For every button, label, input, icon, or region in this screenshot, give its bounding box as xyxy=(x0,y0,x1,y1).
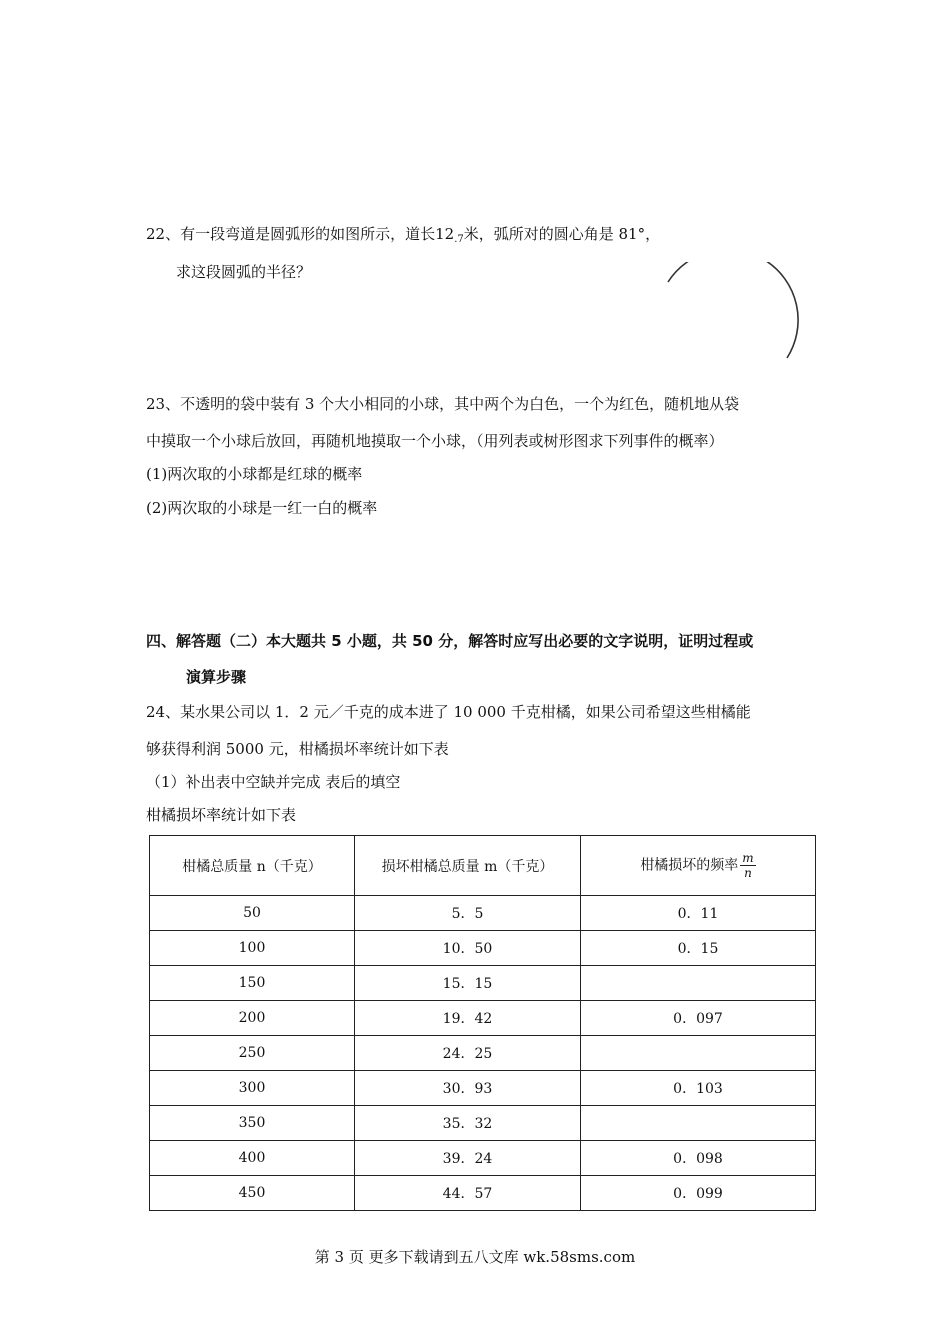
cell-frequency: 0．103 xyxy=(581,1071,816,1106)
cell-frequency: 0．098 xyxy=(581,1141,816,1176)
cell-total-mass: 450 xyxy=(150,1176,355,1211)
page-footer: 第 3 页 更多下载请到五八文库 wk.58sms.com xyxy=(314,1248,636,1266)
header-frequency xyxy=(581,836,816,896)
cell-frequency: 0．099 xyxy=(581,1176,816,1211)
q22-line1 xyxy=(146,224,660,250)
table-row xyxy=(150,1176,816,1211)
table-row xyxy=(150,1106,816,1141)
cell-damaged-mass: 35．32 xyxy=(355,1106,581,1141)
header-total-mass: 柑橘总质量 n（千克） xyxy=(150,836,355,896)
fraction-m-over-n xyxy=(740,851,755,880)
q22-prefix: 22、有一段弯道是圆弧形的如图所示，道长 xyxy=(146,225,436,243)
cell-total-mass: 50 xyxy=(150,896,355,931)
circular-arc-figure xyxy=(660,262,800,362)
q24-line2: 够获得利润 5000 元，柑橘损坏率统计如下表 xyxy=(146,740,449,758)
cell-total-mass: 150 xyxy=(150,966,355,1001)
table-row xyxy=(150,966,816,1001)
q23-item1: (1)两次取的小球都是红球的概率 xyxy=(146,465,363,483)
header-frequency-label: 柑橘损坏的频率 xyxy=(640,857,739,874)
q24-line1: 24、某水果公司以 1．2 元／千克的成本进了 10 000 千克柑橘，如果公司希望这些柑橘能 xyxy=(146,703,751,721)
cell-total-mass: 200 xyxy=(150,1001,355,1036)
damage-rate-table xyxy=(149,835,816,1211)
table-row xyxy=(150,1036,816,1071)
cell-damaged-mass: 15．15 xyxy=(355,966,581,1001)
cell-total-mass: 300 xyxy=(150,1071,355,1106)
q22-line2: 求这段圆弧的半径？ xyxy=(176,263,312,281)
cell-total-mass: 250 xyxy=(150,1036,355,1071)
fraction-denominator: n xyxy=(744,866,752,880)
table-caption: 柑橘损坏率统计如下表 xyxy=(146,806,297,824)
q24-item1: （1）补出表中空缺并完成 表后的填空 xyxy=(146,773,401,791)
cell-damaged-mass: 10．50 xyxy=(355,931,581,966)
cell-damaged-mass: 30．93 xyxy=(355,1071,581,1106)
q23-line1: 23、不透明的袋中装有 3 个大小相同的小球，其中两个为白色，一个为红色，随机地从袋 xyxy=(146,395,740,413)
cell-frequency-blank[interactable] xyxy=(581,1036,816,1071)
table-row xyxy=(150,896,816,931)
cell-frequency-blank[interactable] xyxy=(581,966,816,1001)
cell-frequency: 0．097 xyxy=(581,1001,816,1036)
section4-heading: 四、解答题（二）本大题共 5 小题，共 50 分，解答时应写出必要的文字说明，证明过程或 xyxy=(146,632,754,650)
cell-damaged-mass: 19．42 xyxy=(355,1001,581,1036)
q23-item2: (2)两次取的小球是一红一白的概率 xyxy=(146,499,378,517)
header-damaged-mass: 损坏柑橘总质量 m（千克） xyxy=(355,836,581,896)
section4-heading-cont: 演算步骤 xyxy=(186,668,247,686)
cell-total-mass: 400 xyxy=(150,1141,355,1176)
table-row xyxy=(150,1001,816,1036)
cell-total-mass: 350 xyxy=(150,1106,355,1141)
cell-damaged-mass: 24．25 xyxy=(355,1036,581,1071)
table-row xyxy=(150,1071,816,1106)
fraction-numerator: m xyxy=(742,851,754,865)
arc-curve xyxy=(668,262,798,358)
q23-line2: 中摸取一个小球后放回，再随机地摸取一个小球，（用列表或树形图求下列事件的概率） xyxy=(146,432,724,450)
cell-damaged-mass: 5．5 xyxy=(355,896,581,931)
table-header-row xyxy=(150,836,816,896)
cell-frequency: 0．11 xyxy=(581,896,816,931)
cell-frequency-blank[interactable] xyxy=(581,1106,816,1141)
q22-length-int: 12 xyxy=(435,225,455,243)
q22-length-sub: .7 xyxy=(454,234,464,245)
cell-damaged-mass: 44．57 xyxy=(355,1176,581,1211)
table-row xyxy=(150,1141,816,1176)
table-row xyxy=(150,931,816,966)
cell-frequency: 0．15 xyxy=(581,931,816,966)
cell-damaged-mass: 39．24 xyxy=(355,1141,581,1176)
q22-suffix: 米，弧所对的圆心角是 81°， xyxy=(463,225,661,243)
cell-total-mass: 100 xyxy=(150,931,355,966)
